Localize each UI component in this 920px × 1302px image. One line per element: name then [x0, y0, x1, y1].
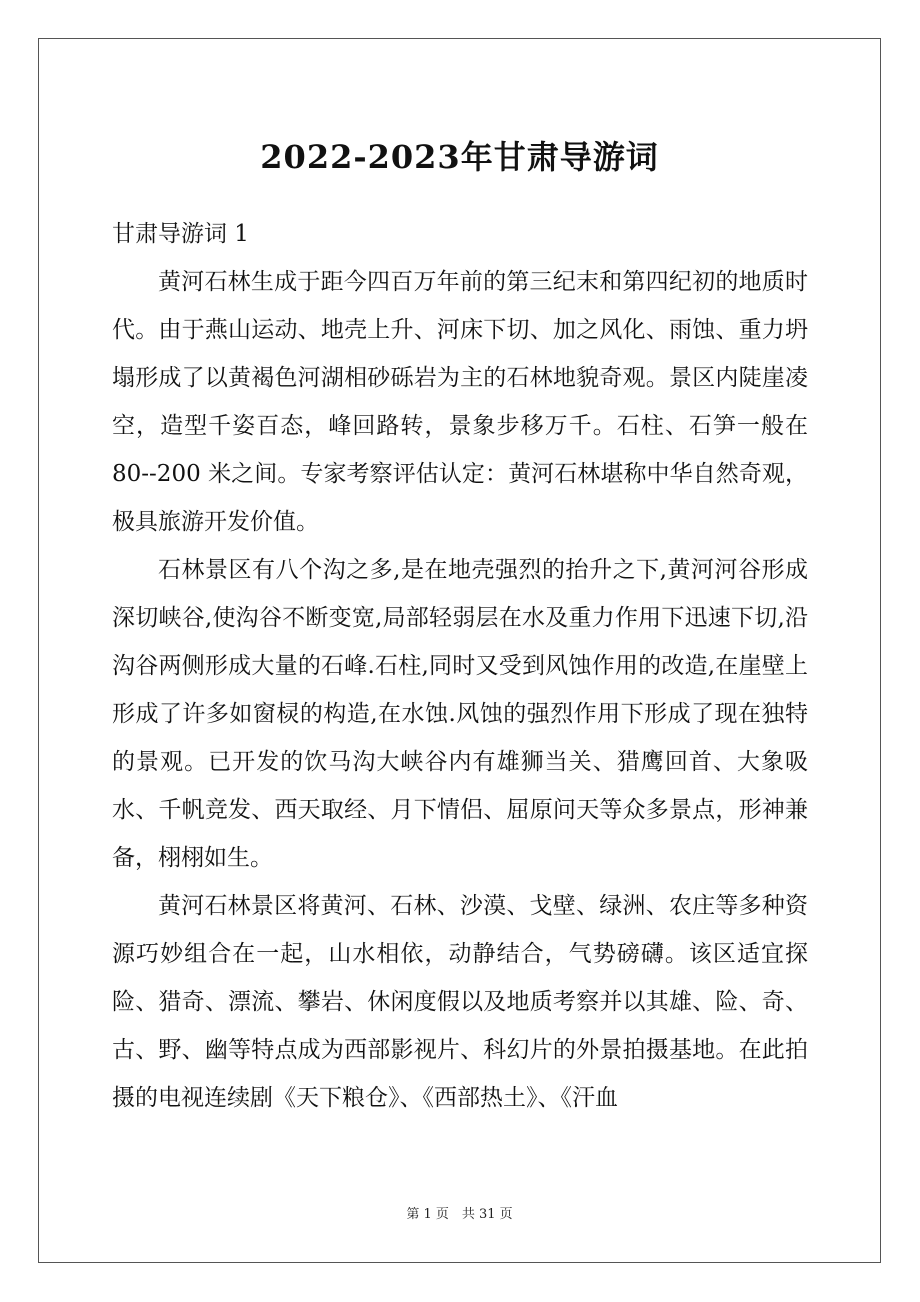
document-body	[112, 210, 808, 1122]
page-footer: 第 1 页 共 31 页	[406, 1207, 513, 1222]
paragraph-2: 石林景区有八个沟之多,是在地壳强烈的抬升之下,黄河河谷形成深切峡谷,使沟谷不断变宽,局部轻弱层在水及重力作用下迅速下切,沿沟谷两侧形成大量的石峰.石柱,同时又受到风蚀作用的改造,在崖壁上形成了许多如窗棂的构造,在水蚀.风蚀的强烈作用下形成了现在独特的景观。已开发的饮马沟大峡谷内有雄狮当关、猎鹰回首、大象吸水、千帆竞发、西天取经、月下情侣、屈原问天等众多景点，形神兼备，栩栩如生。	[112, 557, 808, 871]
section-heading: 甘肃导游词 1	[112, 221, 249, 247]
document-title: 2022-2023年甘肃导游词	[260, 138, 659, 177]
paragraph-1: 黄河石林生成于距今四百万年前的第三纪末和第四纪初的地质时代。由于燕山运动、地壳上升、河床下切、加之风化、雨蚀、重力坍塌形成了以黄褐色河湖相砂砾岩为主的石林地貌奇观。景区内陡崖凌空，造型千姿百态，峰回路转，景象步移万千。石柱、石笋一般在 80--200 米之间。专家考察评估认定：黄河石林堪称中华自然奇观，极具旅游开发价值。	[112, 269, 808, 535]
paragraph-3: 黄河石林景区将黄河、石林、沙漠、戈壁、绿洲、农庄等多种资源巧妙组合在一起，山水相依，动静结合，气势磅礴。该区适宜探险、猎奇、漂流、攀岩、休闲度假以及地质考察并以其雄、险、奇、古、野、幽等特点成为西部影视片、科幻片的外景拍摄基地。在此拍摄的电视连续剧《天下粮仓》、《西部热土》、《汗血	[112, 893, 808, 1111]
